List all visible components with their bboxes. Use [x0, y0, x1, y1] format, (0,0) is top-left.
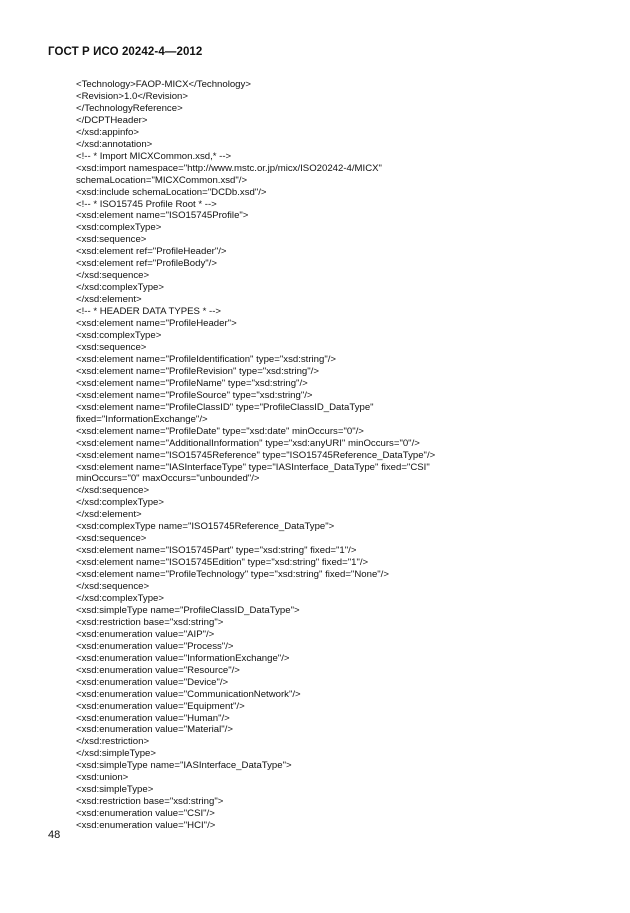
code-line: <xsd:enumeration value="Resource"/> [76, 664, 240, 676]
code-line: <xsd:enumeration value="Human"/> [76, 712, 230, 724]
code-line: <!-- * HEADER DATA TYPES * --> [76, 306, 222, 318]
code-line: <Technology>FAOP-MICX</Technology> [76, 79, 251, 90]
code-line: <xsd:enumeration value="Device"/> [76, 676, 229, 688]
code-line: <xsd:import namespace="http://www.mstc.or.jp/micx/ISO20242-4/MICX" [76, 162, 382, 174]
code-line: <xsd:enumeration value="Equipment"/> [76, 700, 245, 712]
code-line: <xsd:element name="ISO15745Edition" type="xsd:string" fixed="1"/> [76, 557, 369, 569]
code-line: <xsd:element name="ProfileClassID" type="ProfileClassID_DataType" [76, 401, 374, 413]
code-line: <xsd:enumeration value="CSI"/> [76, 808, 215, 820]
code-line: </xsd:annotation> [76, 138, 153, 150]
code-line: </xsd:sequence> [76, 485, 150, 497]
code-line: </xsd:complexType> [76, 497, 164, 509]
code-line: <xsd:element name="ProfileSource" type="xsd:string"/> [76, 389, 313, 401]
code-line: <xsd:element name="ProfileRevision" type="xsd:string"/> [76, 365, 319, 377]
code-line: </xsd:appinfo> [76, 126, 139, 138]
code-line: <xsd:complexType name="ISO15745Reference_DataType"> [76, 521, 335, 533]
code-line: </DCPTHeader> [76, 114, 148, 126]
code-line: <xsd:element name="ISO15745Profile"> [76, 210, 249, 222]
code-line: <xsd:element ref="ProfileBody"/> [76, 258, 217, 270]
code-line: <xsd:element name="AdditionalInformation" type="xsd:anyURI" minOccurs="0"/> [76, 437, 420, 449]
code-line: <xsd:sequence> [76, 341, 147, 353]
code-line: <xsd:simpleType name="IASInterface_DataType"> [76, 760, 292, 772]
code-line: <xsd:include schemaLocation="DCDb.xsd"/> [76, 186, 267, 198]
code-line: <xsd:element name="ProfileName" type="xsd:string"/> [76, 377, 308, 389]
code-line: <xsd:enumeration value="CommunicationNetwork"/> [76, 688, 301, 700]
code-line: <xsd:simpleType name="ProfileClassID_DataType"> [76, 604, 300, 616]
code-line: <xsd:element name="IASInterfaceType" type="IASInterface_DataType" fixed="CSI" [76, 461, 430, 473]
code-line: minOccurs="0" maxOccurs="unbounded"/> [76, 473, 260, 485]
code-listing [76, 79, 596, 832]
page-number: 48 [48, 829, 61, 841]
code-line: <xsd:restriction base="xsd:string"> [76, 616, 224, 628]
code-line: <xsd:enumeration value="InformationExchange"/> [76, 652, 290, 664]
code-line: <xsd:enumeration value="Process"/> [76, 640, 234, 652]
code-line: <xsd:enumeration value="Material"/> [76, 724, 233, 736]
code-line: <xsd:enumeration value="HCI"/> [76, 820, 216, 832]
code-line: <xsd:complexType> [76, 330, 162, 342]
code-line: </xsd:sequence> [76, 581, 150, 593]
code-line: <xsd:element name="ProfileIdentification" type="xsd:string"/> [76, 353, 337, 365]
code-line: <xsd:element name="ProfileTechnology" type="xsd:string" fixed="None"/> [76, 569, 389, 581]
code-line: <xsd:element name="ISO15745Reference" type="ISO15745Reference_DataType"/> [76, 449, 436, 461]
code-line: <xsd:sequence> [76, 533, 147, 545]
code-line: fixed="InformationExchange"/> [76, 413, 208, 425]
code-line: <xsd:element name="ISO15745Part" type="xsd:string" fixed="1"/> [76, 545, 357, 557]
code-line: <xsd:sequence> [76, 234, 147, 246]
code-line: <xsd:enumeration value="AIP"/> [76, 628, 215, 640]
code-line: <xsd:element ref="ProfileHeader"/> [76, 246, 227, 258]
code-line: </xsd:element> [76, 509, 142, 521]
code-line: </xsd:restriction> [76, 736, 150, 748]
code-line: schemaLocation="MICXCommon.xsd"/> [76, 174, 248, 186]
code-line: </TechnologyReference> [76, 102, 183, 114]
code-line: </xsd:sequence> [76, 270, 150, 282]
code-line: </xsd:element> [76, 294, 142, 306]
code-line: <Revision>1.0</Revision> [76, 90, 188, 102]
code-line: <xsd:union> [76, 772, 129, 784]
code-line: <xsd:complexType> [76, 222, 162, 234]
code-line: <!-- * ISO15745 Profile Root * --> [76, 198, 217, 210]
code-line: <!-- * Import MICXCommon.xsd,* --> [76, 150, 232, 162]
code-line: <xsd:element name="ProfileHeader"> [76, 318, 237, 330]
code-line: <xsd:simpleType> [76, 784, 154, 796]
document-header: ГОСТ Р ИСО 20242-4—2012 [48, 46, 203, 58]
code-line: </xsd:simpleType> [76, 748, 156, 760]
code-line: </xsd:complexType> [76, 592, 164, 604]
code-line: <xsd:element name="ProfileDate" type="xsd:date" minOccurs="0"/> [76, 425, 364, 437]
code-line: </xsd:complexType> [76, 282, 164, 294]
code-line: <xsd:restriction base="xsd:string"> [76, 796, 224, 808]
